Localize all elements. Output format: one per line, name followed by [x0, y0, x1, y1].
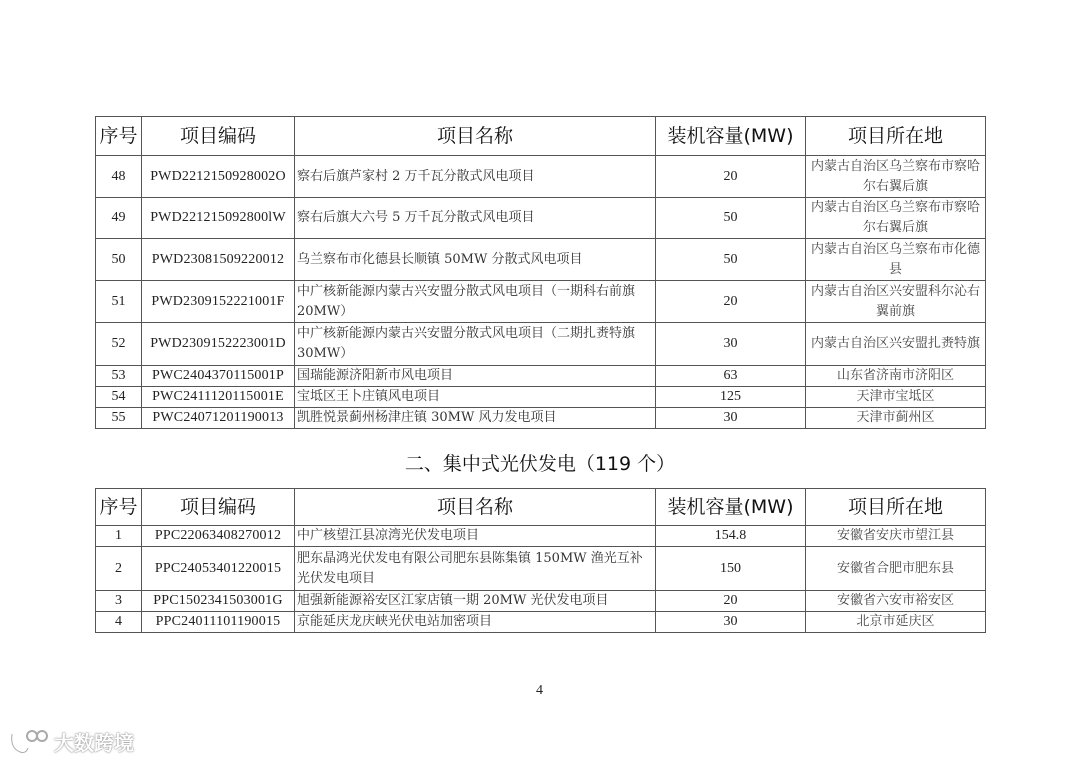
cell-name: 察右后旗大六号 5 万千瓦分散式风电项目 [295, 198, 656, 239]
cell-name: 京能延庆龙庆峡光伏电站加密项目 [295, 612, 656, 633]
cell-name: 中广核新能源内蒙古兴安盟分散式风电项目（一期科右前旗 20MW） [295, 281, 656, 323]
cell-capacity: 30 [656, 323, 806, 366]
cell-code: PWD2309152223001D [142, 323, 295, 366]
cell-capacity: 20 [656, 591, 806, 612]
table-row [96, 612, 986, 633]
watermark [8, 727, 134, 756]
cell-location: 内蒙古自治区乌兰察布市察哈尔右翼后旗 [806, 198, 986, 239]
watermark-logo-icon [8, 728, 48, 756]
cell-no: 51 [96, 281, 142, 323]
table-header-row [96, 117, 986, 156]
table-row [96, 591, 986, 612]
header-no: 序号 [96, 489, 142, 526]
header-capacity: 装机容量(MW) [656, 117, 806, 156]
cell-location: 内蒙古自治区乌兰察布市化德县 [806, 239, 986, 281]
cell-capacity: 125 [656, 387, 806, 408]
cell-no: 4 [96, 612, 142, 633]
header-capacity: 装机容量(MW) [656, 489, 806, 526]
table-row [96, 526, 986, 547]
cell-no: 2 [96, 547, 142, 591]
cell-name: 乌兰察布市化德县长顺镇 50MW 分散式风电项目 [295, 239, 656, 281]
cell-name: 肥东晶鸿光伏发电有限公司肥东县陈集镇 150MW 渔光互补光伏发电项目 [295, 547, 656, 591]
cell-location: 安徽省六安市裕安区 [806, 591, 986, 612]
page-number: 4 [536, 683, 543, 698]
cell-location: 内蒙古自治区兴安盟扎赉特旗 [806, 323, 986, 366]
table-row [96, 387, 986, 408]
cell-code: PWC2411120115001E [142, 387, 295, 408]
cell-no: 52 [96, 323, 142, 366]
cell-capacity: 63 [656, 366, 806, 387]
cell-capacity: 150 [656, 547, 806, 591]
cell-no: 55 [96, 408, 142, 429]
cell-name: 旭强新能源裕安区江家店镇一期 20MW 光伏发电项目 [295, 591, 656, 612]
cell-name: 凯胜悦景蓟州杨津庄镇 30MW 风力发电项目 [295, 408, 656, 429]
cell-code: PPC22063408270012 [142, 526, 295, 547]
cell-location: 北京市延庆区 [806, 612, 986, 633]
cell-no: 48 [96, 156, 142, 198]
cell-capacity: 154.8 [656, 526, 806, 547]
table-row [96, 323, 986, 366]
wind-projects-table [95, 116, 986, 429]
cell-code: PWD23081509220012 [142, 239, 295, 281]
cell-name: 宝坻区王卜庄镇风电项目 [295, 387, 656, 408]
cell-capacity: 30 [656, 408, 806, 429]
table-row [96, 547, 986, 591]
cell-no: 1 [96, 526, 142, 547]
cell-code: PWC24071201190013 [142, 408, 295, 429]
cell-code: PWD2309152221001F [142, 281, 295, 323]
cell-name: 察右后旗芦家村 2 万千瓦分散式风电项目 [295, 156, 656, 198]
cell-code: PWC2404370115001P [142, 366, 295, 387]
cell-no: 53 [96, 366, 142, 387]
cell-location: 山东省济南市济阳区 [806, 366, 986, 387]
cell-no: 54 [96, 387, 142, 408]
header-location: 项目所在地 [806, 117, 986, 156]
cell-name: 中广核望江县凉湾光伏发电项目 [295, 526, 656, 547]
table-row [96, 408, 986, 429]
cell-code: PWD2212150928002O [142, 156, 295, 198]
table-row [96, 239, 986, 281]
cell-capacity: 30 [656, 612, 806, 633]
table-row [96, 156, 986, 198]
cell-capacity: 20 [656, 156, 806, 198]
table-row [96, 198, 986, 239]
table-row [96, 281, 986, 323]
cell-location: 内蒙古自治区乌兰察布市察哈尔右翼后旗 [806, 156, 986, 198]
table-header-row [96, 489, 986, 526]
cell-name: 中广核新能源内蒙古兴安盟分散式风电项目（二期扎赉特旗 30MW） [295, 323, 656, 366]
cell-code: PWD221215092800lW [142, 198, 295, 239]
watermark-text: 大数跨境 [54, 731, 134, 755]
cell-location: 安徽省合肥市肥东县 [806, 547, 986, 591]
cell-capacity: 20 [656, 281, 806, 323]
cell-capacity: 50 [656, 239, 806, 281]
cell-location: 天津市宝坻区 [806, 387, 986, 408]
cell-code: PPC24011101190015 [142, 612, 295, 633]
header-code: 项目编码 [142, 117, 295, 156]
header-name: 项目名称 [295, 489, 656, 526]
header-no: 序号 [96, 117, 142, 156]
table-row [96, 366, 986, 387]
cell-no: 49 [96, 198, 142, 239]
cell-code: PPC24053401220015 [142, 547, 295, 591]
cell-no: 3 [96, 591, 142, 612]
cell-location: 安徽省安庆市望江县 [806, 526, 986, 547]
section-heading: 二、集中式光伏发电（119 个） [404, 453, 676, 475]
header-name: 项目名称 [295, 117, 656, 156]
pv-projects-table [95, 488, 986, 633]
cell-capacity: 50 [656, 198, 806, 239]
header-location: 项目所在地 [806, 489, 986, 526]
cell-code: PPC1502341503001G [142, 591, 295, 612]
cell-no: 50 [96, 239, 142, 281]
cell-location: 内蒙古自治区兴安盟科尔沁右翼前旗 [806, 281, 986, 323]
cell-location: 天津市蓟州区 [806, 408, 986, 429]
cell-name: 国瑞能源济阳新市风电项目 [295, 366, 656, 387]
header-code: 项目编码 [142, 489, 295, 526]
